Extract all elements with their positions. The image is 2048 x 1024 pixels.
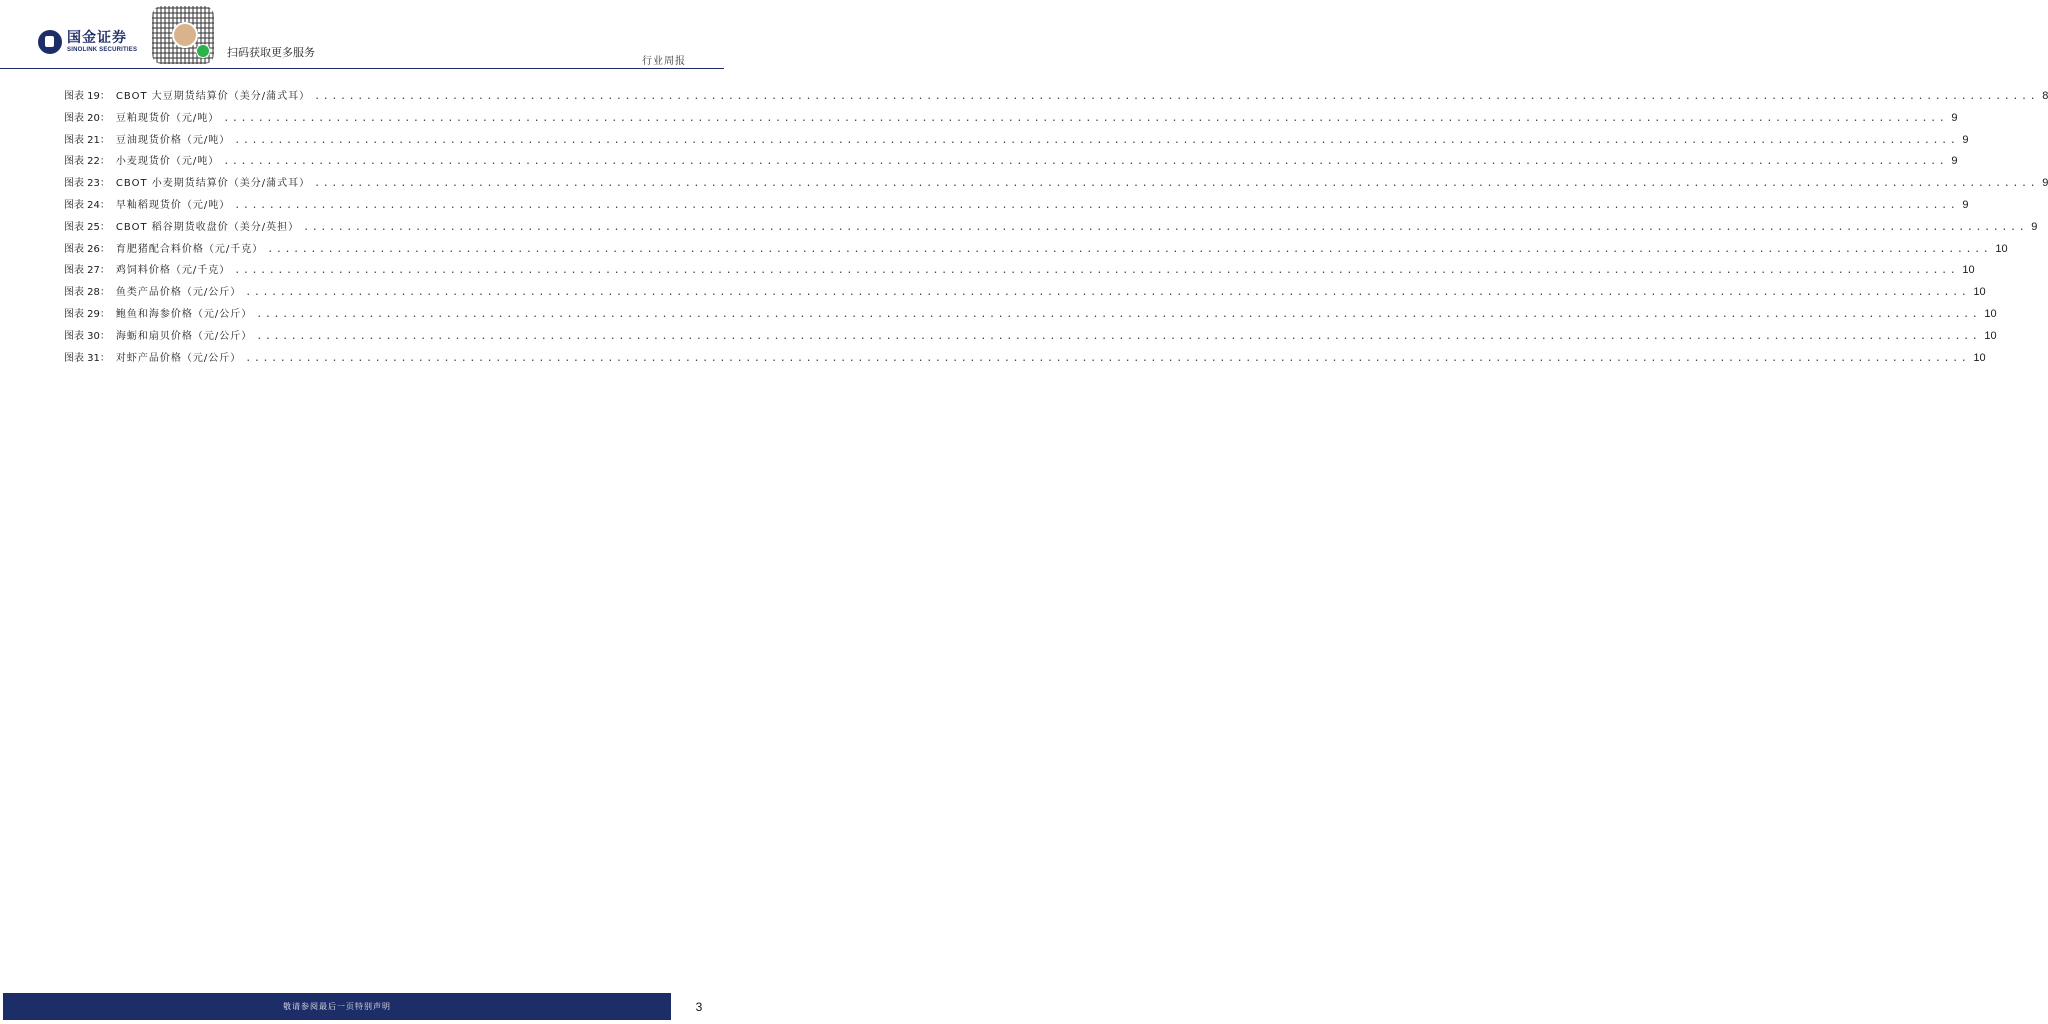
- toc-dot-leader: ........................................................................................................................................................................................................: [223, 112, 1948, 124]
- toc-entry-page: 10: [1973, 286, 1986, 299]
- toc-dot-leader: ........................................................................................................................................................................................................: [303, 221, 2028, 233]
- logo-name-cn: 国金证券: [67, 30, 127, 46]
- scan-prompt: 扫码获取更多服务: [227, 46, 315, 59]
- toc-entry-page: 10: [1973, 351, 1986, 364]
- toc-dot-leader: ........................................................................................................................................................................................................: [256, 330, 1981, 342]
- header-divider: [0, 68, 724, 69]
- toc-entry-page: 10: [1995, 242, 2008, 255]
- company-logo: [38, 30, 137, 54]
- logo-icon: [38, 30, 62, 54]
- toc-entry-label: 图表 29：: [64, 308, 110, 320]
- toc-entry-title: 鲍鱼和海参价格（元/公斤）: [115, 308, 253, 320]
- toc-entry-title: 对虾产品价格（元/公斤）: [115, 352, 242, 364]
- toc-entry[interactable]: [64, 350, 1986, 372]
- toc-entry[interactable]: [64, 132, 1969, 154]
- wechat-icon: [196, 44, 210, 58]
- toc-entry-page: 10: [1962, 264, 1975, 277]
- toc-entry[interactable]: [64, 153, 1958, 175]
- toc-entry-page: 9: [1962, 133, 1969, 146]
- footer-bar: [3, 993, 671, 1020]
- toc-entry-page: 9: [1951, 111, 1958, 124]
- report-type-label: 行业周报: [642, 56, 686, 67]
- toc-entry-page: 10: [1984, 329, 1997, 342]
- toc-entry-page: 8: [2042, 90, 2048, 102]
- toc-entry-label: 图表 31：: [64, 352, 110, 364]
- toc-entry-title: 育肥猪配合料价格（元/千克）: [115, 243, 264, 255]
- toc-dot-leader: ........................................................................................................................................................................................................: [256, 308, 1981, 320]
- toc-entry-page: 9: [2042, 177, 2048, 190]
- page-header: [0, 0, 724, 70]
- toc-entry[interactable]: [64, 262, 1975, 284]
- figure-table-of-contents: [64, 88, 2048, 371]
- toc-dot-leader: ........................................................................................................................................................................................................: [234, 199, 1959, 211]
- toc-entry-page: 9: [1962, 198, 1969, 211]
- toc-entry-page: 9: [1951, 155, 1958, 168]
- footer-disclaimer: 敬请参阅最后一页特别声明: [283, 1002, 391, 1011]
- toc-entry-label: 图表 30：: [64, 330, 110, 342]
- toc-dot-leader: ........................................................................................................................................................................................................: [234, 134, 1959, 146]
- toc-entry[interactable]: [64, 241, 2008, 263]
- toc-dot-leader: ........................................................................................................................................................................................................: [314, 178, 2039, 190]
- toc-entry-label: 图表 24：: [64, 199, 110, 211]
- toc-dot-leader: ........................................................................................................................................................................................................: [234, 265, 1959, 277]
- toc-entry-label: 图表 28：: [64, 287, 110, 299]
- toc-entry-label: 图表 19：: [64, 91, 110, 102]
- toc-entry-label: 图表 26：: [64, 243, 110, 255]
- toc-entry-title: 鸡饲料价格（元/千克）: [115, 265, 231, 277]
- toc-dot-leader: ........................................................................................................................................................................................................: [314, 91, 2039, 102]
- toc-entry[interactable]: [64, 175, 2048, 197]
- logo-name-en: SINOLINK SECURITIES: [67, 47, 138, 53]
- toc-dot-leader: ........................................................................................................................................................................................................: [267, 243, 1992, 255]
- toc-entry[interactable]: [64, 197, 1969, 219]
- toc-entry-page: 9: [2031, 220, 2038, 233]
- toc-entry-label: 图表 20：: [64, 112, 110, 124]
- toc-entry-label: 图表 27：: [64, 265, 110, 277]
- toc-entry[interactable]: [64, 306, 1997, 328]
- toc-entry[interactable]: [64, 110, 1958, 132]
- toc-dot-leader: ........................................................................................................................................................................................................: [245, 352, 1970, 364]
- toc-entry-label: 图表 23：: [64, 178, 110, 190]
- toc-entry-title: 小麦现货价（元/吨）: [115, 156, 220, 168]
- toc-entry-label: 图表 21：: [64, 134, 110, 146]
- toc-entry-title: CBOT 小麦期货结算价（美分/蒲式耳）: [115, 178, 311, 190]
- toc-entry[interactable]: [64, 219, 2038, 241]
- toc-entry-label: 图表 25：: [64, 221, 110, 233]
- toc-entry[interactable]: [64, 88, 2048, 110]
- toc-entry-title: CBOT 稻谷期货收盘价（美分/英担）: [115, 221, 300, 233]
- toc-entry-title: CBOT 大豆期货结算价（美分/蒲式耳）: [115, 91, 311, 102]
- toc-entry-title: 豆油现货价格（元/吨）: [115, 134, 231, 146]
- toc-dot-leader: ........................................................................................................................................................................................................: [245, 287, 1970, 299]
- toc-entry-title: 海蛎和扇贝价格（元/公斤）: [115, 330, 253, 342]
- toc-entry[interactable]: [64, 284, 1986, 306]
- page-number: 3: [695, 999, 703, 1014]
- toc-entry[interactable]: [64, 328, 1997, 350]
- toc-dot-leader: ........................................................................................................................................................................................................: [223, 156, 1948, 168]
- qr-code[interactable]: [152, 6, 214, 64]
- toc-entry-page: 10: [1984, 307, 1997, 320]
- toc-entry-label: 图表 22：: [64, 156, 110, 168]
- toc-entry-title: 鱼类产品价格（元/公斤）: [115, 287, 242, 299]
- toc-entry-title: 豆粕现货价（元/吨）: [115, 112, 220, 124]
- qr-center-avatar: [172, 22, 198, 48]
- toc-entry-title: 早籼稻现货价（元/吨）: [115, 199, 231, 211]
